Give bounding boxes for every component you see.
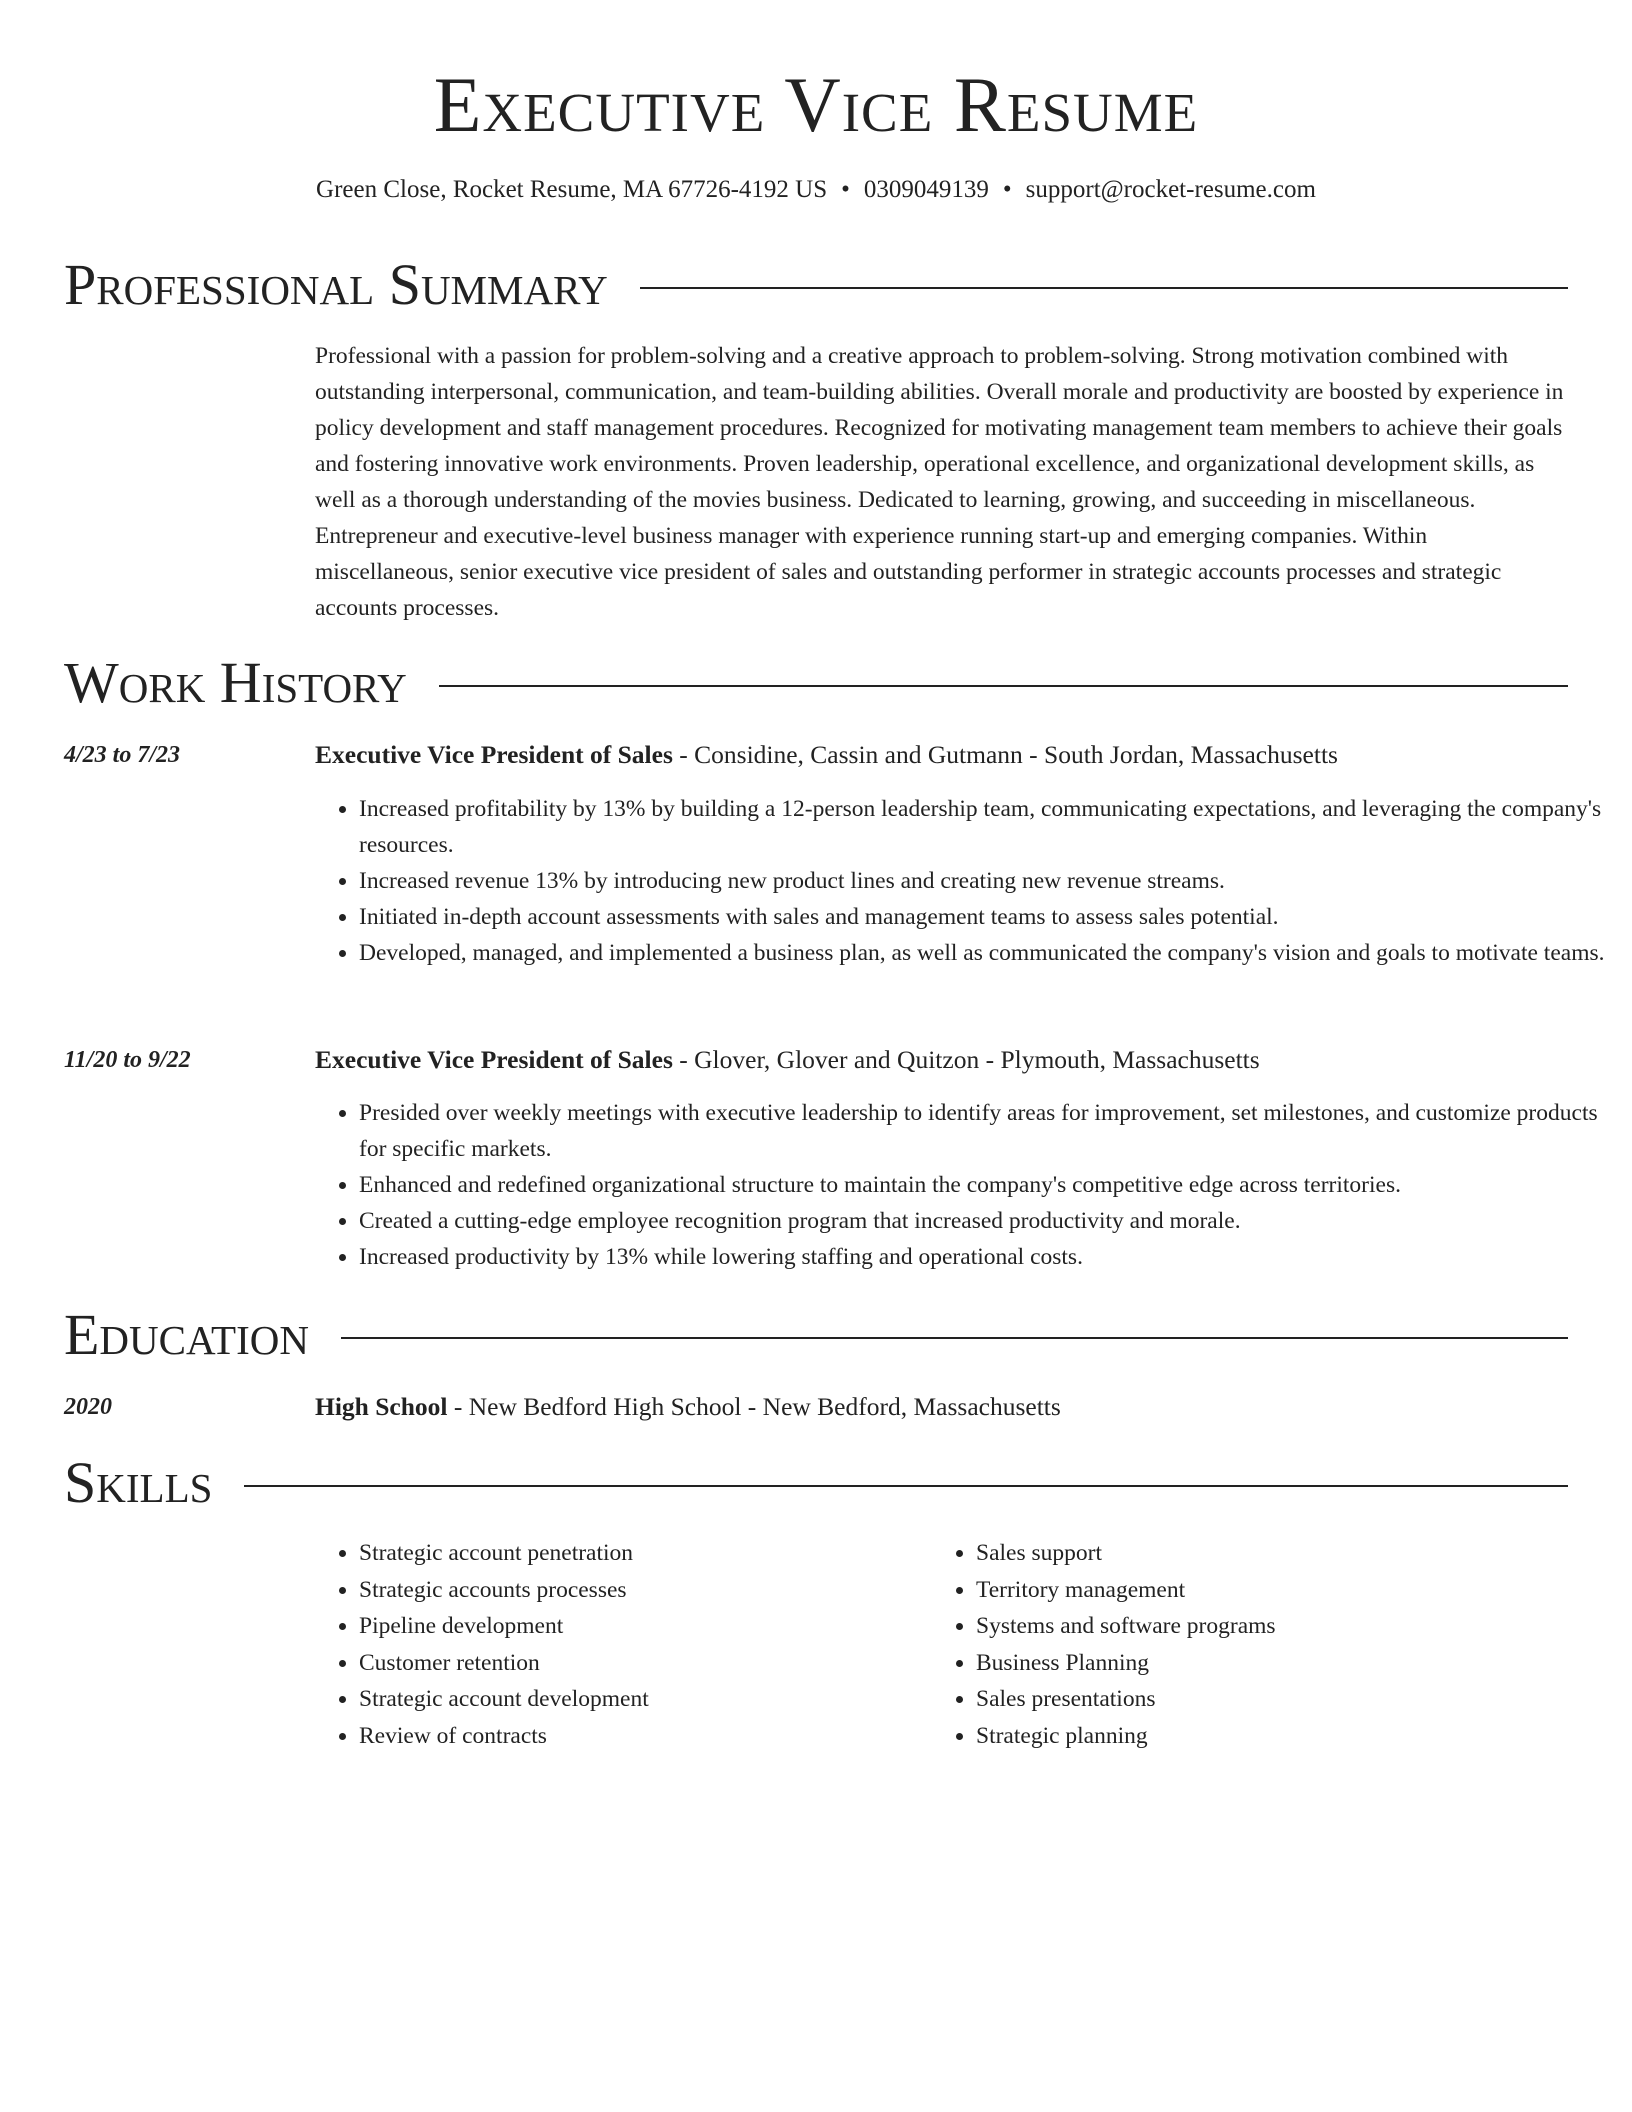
summary-text: Professional with a passion for problem-solving and a creative approach to problem-solving. Strong motivation combined with outstanding interpersonal, communication, and team-building abilities. Overall morale and productivity are boosted by experience in policy development and staff management procedures. Recognized for motivating management team members to achieve their goals and fostering innovative work environments. Proven leadership, operational excellence, and organizational development skills, as well as a thorough understanding of the movies business. Dedicated to learning, growing, and succeeding in miscellaneous. Entrepreneur and executive-level business manager with experience running start-up and emerging companies. Within miscellaneous, senior executive vice president of sales and outstanding performer in strategic accounts processes and strategic accounts processes. bbox=[315, 343, 1564, 621]
skill-item: • Sales support bbox=[976, 1535, 1576, 1572]
separator-dot: • bbox=[1002, 176, 1012, 203]
skill-item: • Review of contracts bbox=[359, 1718, 919, 1755]
skill-item: • Strategic account penetration bbox=[359, 1535, 919, 1572]
section-divider bbox=[244, 1485, 1568, 1487]
skill-item: • Strategic accounts processes bbox=[359, 1572, 919, 1609]
section-divider bbox=[640, 287, 1568, 289]
skills-list-left bbox=[315, 1535, 919, 1754]
section-divider bbox=[439, 685, 1568, 687]
skill-item: • Customer retention bbox=[359, 1645, 919, 1682]
education-section-heading bbox=[64, 1300, 1568, 1370]
section-title: Work History bbox=[64, 650, 407, 715]
job-dates: 11/20 to 9/22 bbox=[64, 1047, 191, 1073]
job-details: - Considine, Cassin and Gutmann - South Jordan, Massachusetts bbox=[672, 740, 1338, 769]
list-item: • Enhanced and redefined organizational structure to maintain the company's competitive edge across territories. bbox=[359, 1167, 1614, 1203]
skill-item: • Sales presentations bbox=[976, 1681, 1576, 1718]
skill-item: • Territory management bbox=[976, 1572, 1576, 1609]
section-title: Professional Summary bbox=[64, 252, 608, 317]
contact-line bbox=[0, 174, 1632, 206]
separator-dot: • bbox=[841, 176, 850, 203]
education-year: 2020 bbox=[64, 1394, 112, 1420]
job-details: - Glover, Glover and Quitzon - Plymouth, Massachusetts bbox=[672, 1045, 1260, 1074]
job-title-line bbox=[315, 1043, 1260, 1077]
education-degree: High School bbox=[315, 1392, 448, 1421]
skill-item: • Pipeline development bbox=[359, 1608, 919, 1645]
job-bullets bbox=[315, 1095, 1614, 1275]
phone: 0309049139 bbox=[863, 176, 989, 203]
section-divider bbox=[341, 1337, 1568, 1339]
education-line bbox=[315, 1390, 1061, 1424]
list-item: • Increased revenue 13% by introducing new product lines and creating new revenue streams. bbox=[359, 863, 1614, 899]
resume-name: Executive Vice Resume bbox=[433, 61, 1199, 148]
job-title-line bbox=[315, 738, 1338, 772]
skill-item: • Strategic account development bbox=[359, 1681, 919, 1718]
skill-item: • Strategic planning bbox=[976, 1718, 1576, 1755]
education-details: - New Bedford High School - New Bedford, Massachusetts bbox=[447, 1392, 1061, 1421]
skills-list-right bbox=[932, 1535, 1576, 1754]
list-item: • Developed, managed, and implemented a business plan, as well as communicated the company's vision and goals to motivate teams. bbox=[359, 935, 1614, 971]
job-dates: 4/23 to 7/23 bbox=[64, 742, 181, 768]
skills-section-heading bbox=[64, 1448, 1568, 1518]
skill-item: • Business Planning bbox=[976, 1645, 1576, 1682]
list-item: • Created a cutting-edge employee recognition program that increased productivity and morale. bbox=[359, 1203, 1614, 1239]
job-title: Executive Vice President of Sales bbox=[315, 740, 673, 769]
email: support@rocket-resume.com bbox=[1025, 176, 1316, 203]
list-item: • Increased productivity by 13% while lowering staffing and operational costs. bbox=[359, 1239, 1614, 1275]
job-title: Executive Vice President of Sales bbox=[315, 1045, 673, 1074]
section-title: Education bbox=[64, 1302, 309, 1367]
address: Green Close, Rocket Resume, MA 67726-4192 US bbox=[316, 176, 828, 203]
summary-section-heading bbox=[64, 250, 1568, 320]
job-bullets bbox=[315, 791, 1614, 971]
list-item: • Increased profitability by 13% by building a 12-person leadership team, communicating expectations, and leveraging the company's resources. bbox=[359, 791, 1614, 863]
skill-item: • Systems and software programs bbox=[976, 1608, 1576, 1645]
work-history-section-heading bbox=[64, 648, 1568, 718]
list-item: • Presided over weekly meetings with executive leadership to identify areas for improvement, set milestones, and customize products for specific markets. bbox=[359, 1095, 1614, 1167]
section-title: Skills bbox=[64, 1450, 213, 1515]
list-item: • Initiated in-depth account assessments with sales and management teams to assess sales potential. bbox=[359, 899, 1614, 935]
